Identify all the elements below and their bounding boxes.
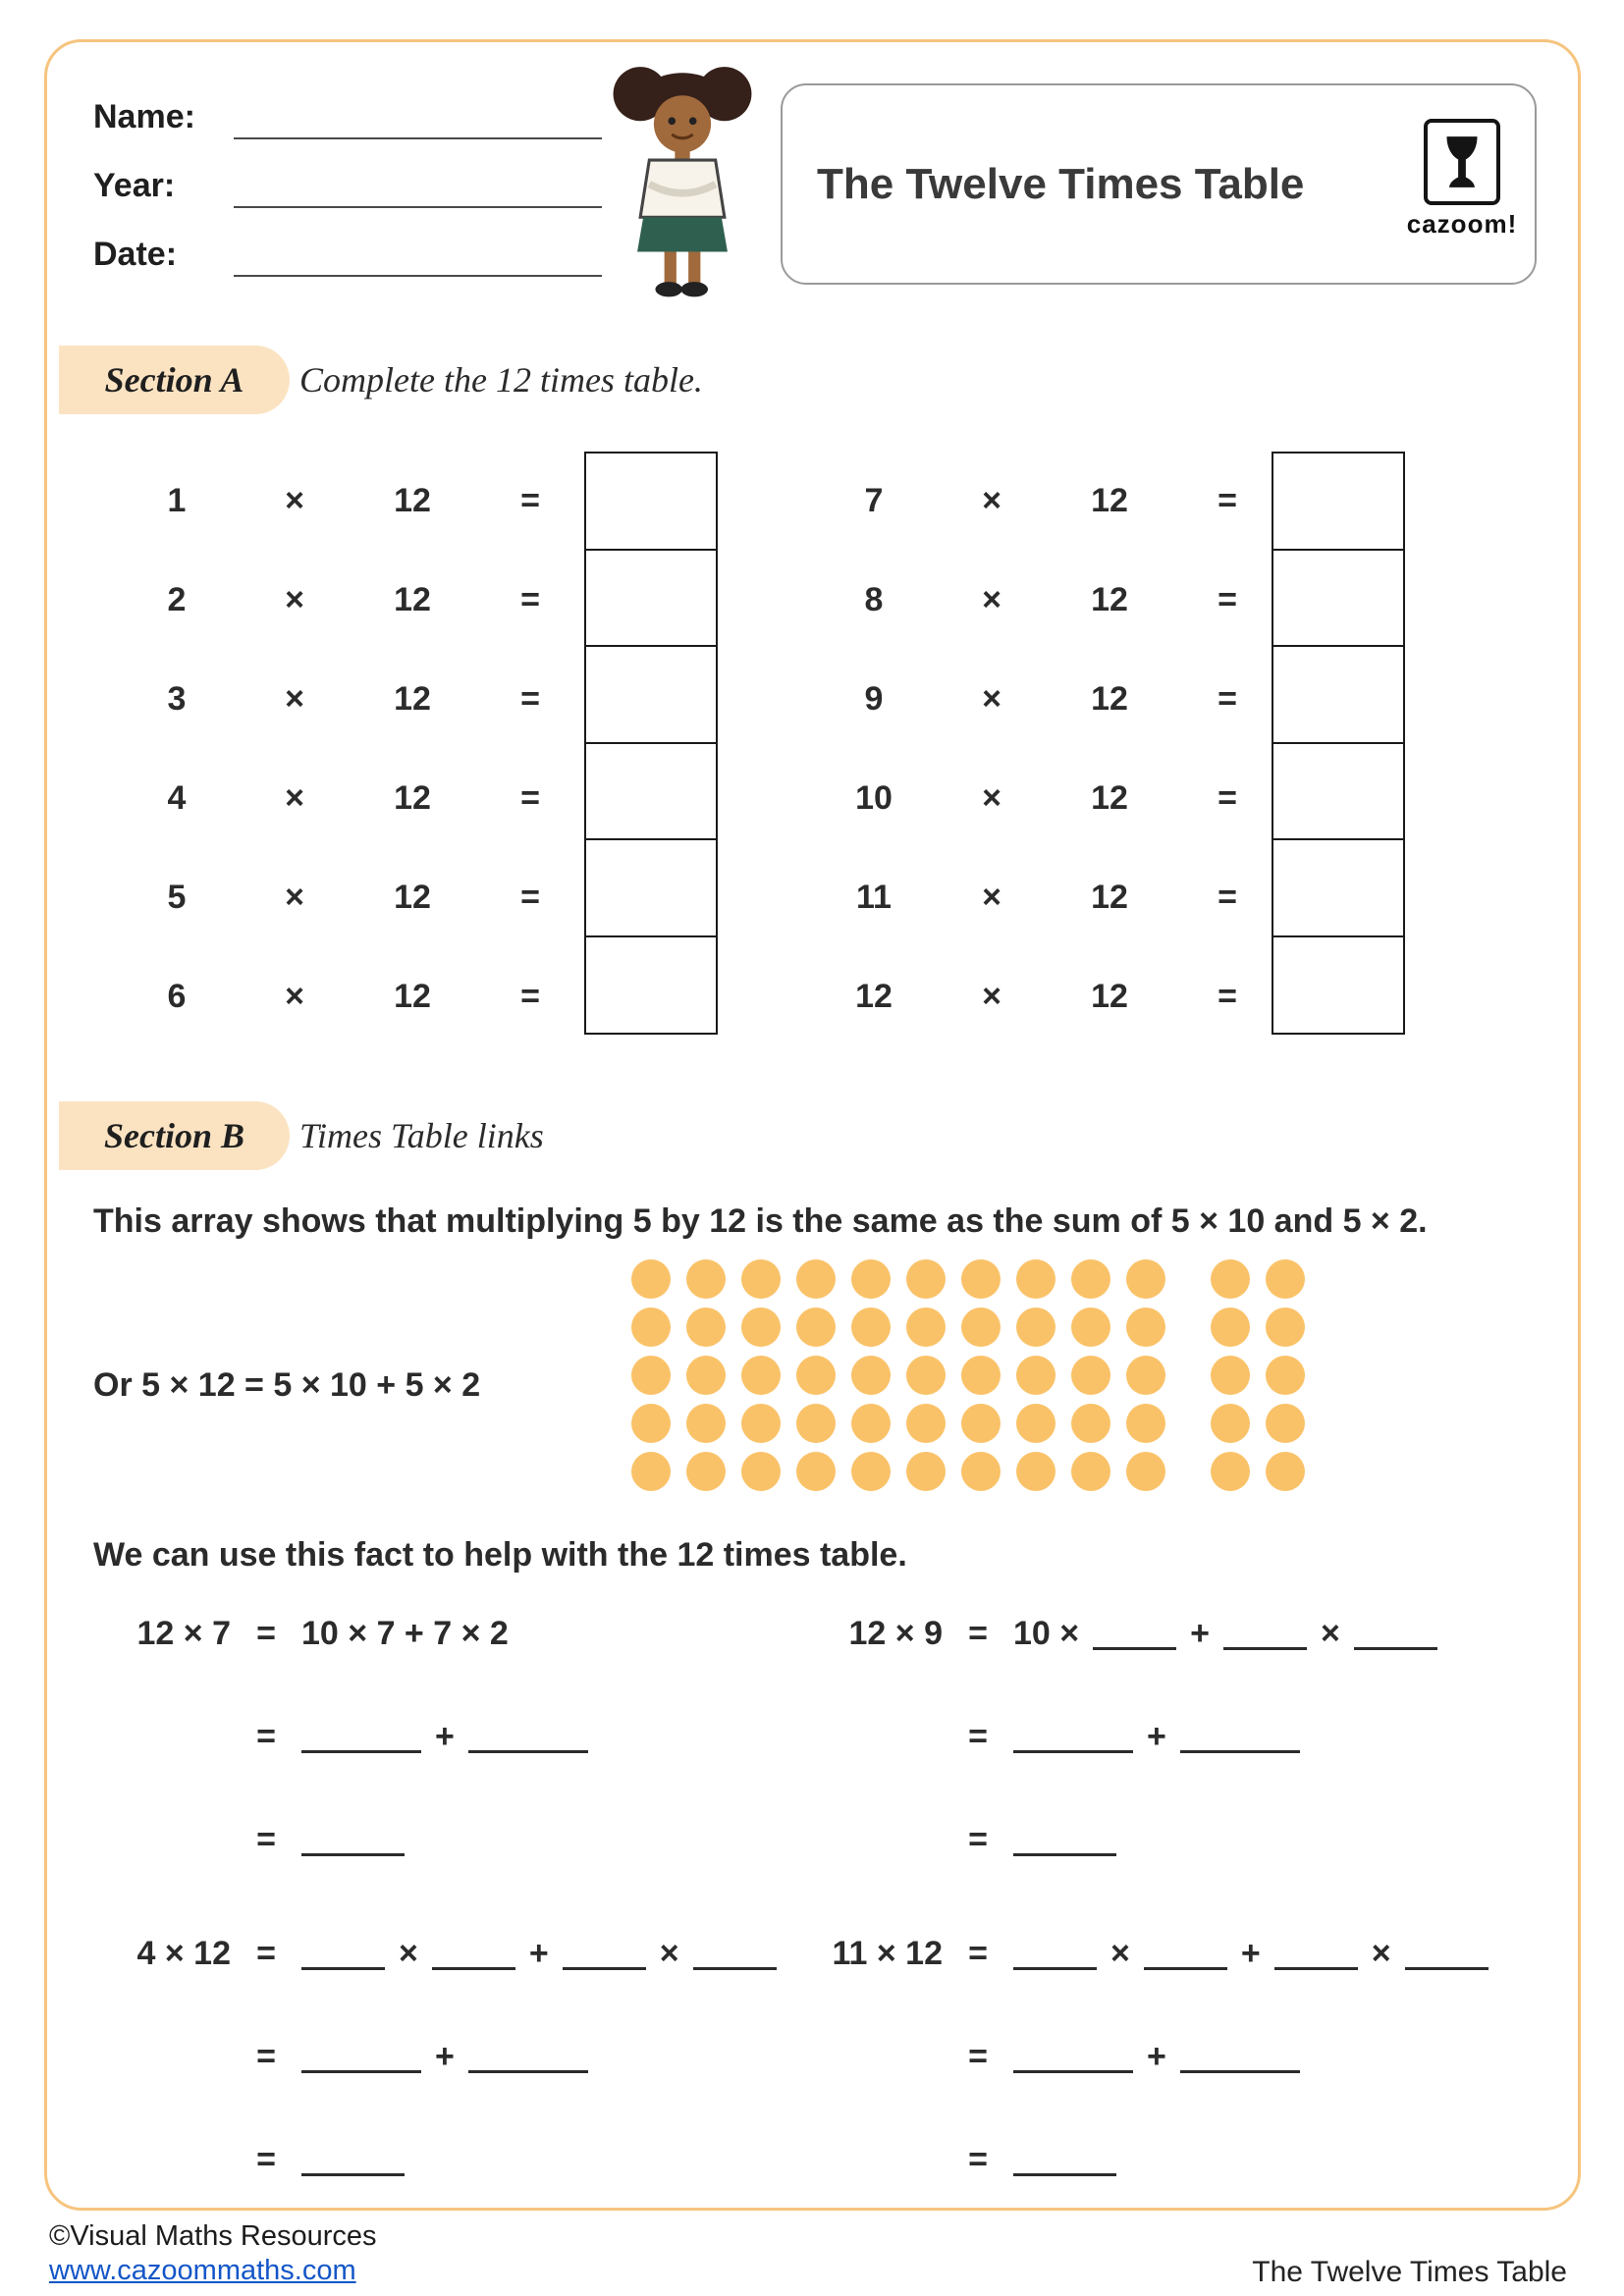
multiplier: 12 [1091, 779, 1128, 817]
plus-sign: + [435, 1718, 455, 1755]
answer-box[interactable] [584, 838, 718, 937]
title-box [781, 83, 1537, 285]
factor: 4 [167, 779, 187, 817]
times-sign: × [285, 680, 304, 718]
section-b-badge: Section B [59, 1101, 290, 1170]
times-sign: × [285, 581, 304, 618]
equals-sign: = [256, 1935, 276, 1972]
equals-sign: = [256, 2141, 276, 2178]
answer-box[interactable] [584, 645, 718, 744]
array-dot [961, 1356, 1001, 1395]
factor: 7 [864, 482, 884, 519]
equals-sign: = [1218, 978, 1237, 1015]
problem-lhs: 12 × 7 [136, 1615, 231, 1652]
factor: 6 [167, 978, 187, 1015]
problem-line-1 [805, 1902, 1489, 2005]
times-table-left-rows [118, 452, 589, 1046]
factor: 2 [167, 581, 187, 618]
array-dot [1266, 1356, 1305, 1395]
answer-box[interactable] [584, 742, 718, 841]
plus-sign: + [1147, 1718, 1166, 1755]
problem-line-1 [93, 1582, 588, 1685]
equals-sign: = [1218, 680, 1237, 718]
equals-sign: = [520, 879, 540, 916]
array-dot [741, 1259, 781, 1299]
date-label: Date: [93, 236, 178, 273]
array-dot [851, 1452, 891, 1491]
array-dot [686, 1259, 726, 1299]
fact-statement: We can use this fact to help with the 12 times table. [93, 1536, 907, 1574]
times-table-row [118, 947, 589, 1046]
array-dot [1211, 1356, 1250, 1395]
multiplier: 12 [394, 680, 431, 718]
expression-text: 10 × 7 + 7 × 2 [301, 1615, 509, 1652]
expression-text: × [659, 1935, 679, 1972]
array-dot [631, 1452, 671, 1491]
footer-title: The Twelve Times Table [1252, 2256, 1567, 2288]
array-dot [1016, 1356, 1056, 1395]
factor: 3 [167, 680, 187, 718]
equals-sign: = [1218, 779, 1237, 817]
array-dot [796, 1308, 836, 1347]
factor: 5 [167, 879, 187, 916]
array-dot [686, 1404, 726, 1443]
multiplier: 12 [1091, 879, 1128, 916]
times-sign: × [982, 978, 1001, 1015]
worked-problem-12x7 [93, 1582, 588, 1892]
year-input-line[interactable] [234, 206, 602, 208]
answer-blank[interactable] [1013, 1750, 1133, 1753]
dot-array [631, 1259, 1305, 1491]
multiplier: 12 [394, 779, 431, 817]
website-link[interactable]: www.cazoommaths.com [49, 2255, 356, 2286]
expression-text: + [1240, 1935, 1261, 1972]
times-sign: × [982, 680, 1001, 718]
array-dot [1211, 1404, 1250, 1443]
times-sign: × [285, 978, 304, 1015]
times-table-row [815, 749, 1286, 848]
goblet-icon [1436, 132, 1488, 192]
times-table-row [815, 452, 1286, 551]
section-a-badge: Section A [59, 346, 290, 414]
array-dot [796, 1259, 836, 1299]
array-dot [631, 1404, 671, 1443]
answer-blank[interactable] [1144, 1967, 1227, 1970]
array-dot [1126, 1356, 1165, 1395]
array-dot [796, 1356, 836, 1395]
equals-sign: = [520, 581, 540, 618]
times-table-row [118, 452, 589, 551]
problem-expression [301, 1615, 509, 1653]
array-dot [851, 1259, 891, 1299]
problem-line-3 [93, 2109, 777, 2212]
array-dot [796, 1404, 836, 1443]
problem-lhs: 12 × 9 [848, 1615, 943, 1652]
times-table-row [118, 848, 589, 947]
equals-sign: = [968, 2038, 988, 2075]
answer-blank[interactable] [1274, 1967, 1358, 1970]
problem-expression [1013, 1615, 1437, 1653]
dot-array-extra-group [1211, 1259, 1305, 1491]
times-table-row [815, 551, 1286, 650]
array-dot [686, 1308, 726, 1347]
name-label: Name: [93, 98, 195, 135]
equals-sign: = [256, 1718, 276, 1755]
multiplier: 12 [1091, 581, 1128, 618]
array-dot [741, 1356, 781, 1395]
cazoom-logo-text: cazoom! [1406, 209, 1518, 239]
array-dot [686, 1356, 726, 1395]
array-dot [741, 1404, 781, 1443]
problem-line-3 [805, 2109, 1489, 2212]
array-dot [961, 1452, 1001, 1491]
answer-box[interactable] [584, 935, 718, 1035]
equals-sign: = [968, 1821, 988, 1858]
answer-box[interactable] [1272, 935, 1405, 1035]
answer-blank[interactable] [301, 2173, 405, 2176]
times-sign: × [982, 581, 1001, 618]
multiplier: 12 [1091, 482, 1128, 519]
multiplier: 12 [394, 879, 431, 916]
array-dot [631, 1259, 671, 1299]
array-dot [1211, 1259, 1250, 1299]
section-a-instruction: Complete the 12 times table. [299, 360, 703, 400]
answer-box[interactable] [1272, 549, 1405, 648]
array-dot [961, 1404, 1001, 1443]
array-dot [686, 1452, 726, 1491]
answer-box[interactable] [1272, 838, 1405, 937]
multiplier: 12 [394, 978, 431, 1015]
array-dot [851, 1404, 891, 1443]
answer-blank[interactable] [1223, 1647, 1307, 1650]
times-sign: × [285, 482, 304, 519]
times-sign: × [285, 779, 304, 817]
times-sign: × [285, 879, 304, 916]
problem-line-1 [805, 1582, 1437, 1685]
equals-sign: = [256, 1821, 276, 1858]
problem-line-2 [805, 1685, 1437, 1789]
array-dot [1126, 1452, 1165, 1491]
array-dot [1266, 1308, 1305, 1347]
problem-line-3 [805, 1789, 1437, 1892]
equals-sign: = [968, 1615, 988, 1652]
expression-text: × [399, 1935, 418, 1972]
section-b-instruction: Times Table links [299, 1116, 544, 1155]
problem-expression [301, 1935, 777, 1973]
answer-blank[interactable] [301, 2070, 421, 2073]
times-sign: × [982, 779, 1001, 817]
array-dot [1016, 1259, 1056, 1299]
copyright-text: ©Visual Maths Resources [49, 2220, 377, 2252]
answer-blank[interactable] [1013, 2070, 1133, 2073]
times-table-row [118, 551, 589, 650]
dot-array-main-group [631, 1259, 1165, 1491]
multiplier: 12 [394, 581, 431, 618]
answer-box[interactable] [1272, 742, 1405, 841]
expression-text: 10 × [1013, 1615, 1080, 1652]
answer-box[interactable] [584, 549, 718, 648]
equals-sign: = [968, 1935, 988, 1972]
equals-sign: = [1218, 482, 1237, 519]
answer-blank[interactable] [563, 1967, 646, 1970]
array-dot [1071, 1404, 1110, 1443]
multiplier: 12 [394, 482, 431, 519]
array-dot [1071, 1308, 1110, 1347]
times-table-row [815, 848, 1286, 947]
equals-sign: = [1218, 879, 1237, 916]
factor: 11 [856, 879, 892, 916]
array-dot [1071, 1452, 1110, 1491]
array-dot [906, 1259, 946, 1299]
times-table-row [815, 947, 1286, 1046]
array-dot [1266, 1404, 1305, 1443]
problem-lhs: 4 × 12 [136, 1935, 231, 1972]
equals-sign: = [256, 1615, 276, 1652]
array-dot [1211, 1308, 1250, 1347]
answer-blank[interactable] [468, 1750, 588, 1753]
times-sign: × [982, 879, 1001, 916]
expression-text: × [1320, 1615, 1340, 1652]
times-table-right-answer-boxes [1272, 452, 1405, 1035]
array-dot [741, 1308, 781, 1347]
array-dot [961, 1259, 1001, 1299]
cazoom-logo [1406, 119, 1518, 240]
array-dot [1016, 1308, 1056, 1347]
worked-problem-11x12 [805, 1902, 1489, 2212]
expression-text: × [1371, 1935, 1391, 1972]
factor: 8 [864, 581, 884, 618]
answer-blank[interactable] [1013, 1853, 1116, 1856]
array-dot [1211, 1452, 1250, 1491]
array-dot [796, 1452, 836, 1491]
answer-blank[interactable] [693, 1967, 777, 1970]
answer-box[interactable] [584, 452, 718, 551]
array-statement: This array shows that multiplying 5 by 12 is the same as the sum of 5 × 10 and 5 × 2. [93, 1202, 1428, 1240]
page-title: The Twelve Times Table [817, 159, 1305, 208]
answer-blank[interactable] [1180, 1750, 1300, 1753]
plus-sign: + [1147, 2038, 1166, 2075]
times-table-row [815, 650, 1286, 749]
answer-blank[interactable] [468, 2070, 588, 2073]
factor: 9 [864, 680, 884, 718]
equals-sign: = [520, 978, 540, 1015]
times-table-left-answer-boxes [584, 452, 718, 1035]
answer-blank[interactable] [1354, 1647, 1437, 1650]
answer-box[interactable] [1272, 645, 1405, 744]
worked-problem-4x12 [93, 1902, 777, 2212]
equals-sign: = [520, 680, 540, 718]
student-illustration-svg [589, 61, 776, 301]
times-table-row [118, 650, 589, 749]
array-dot [1126, 1259, 1165, 1299]
answer-blank[interactable] [301, 1853, 405, 1856]
expression-text: + [1190, 1615, 1210, 1652]
answer-blank[interactable] [1013, 1967, 1097, 1970]
plus-sign: + [435, 2038, 455, 2075]
array-dot [741, 1452, 781, 1491]
factor: 10 [855, 779, 893, 817]
factor: 1 [167, 482, 187, 519]
answer-blank[interactable] [1180, 2070, 1300, 2073]
array-dot [851, 1308, 891, 1347]
answer-blank[interactable] [1013, 2173, 1116, 2176]
array-dot [631, 1356, 671, 1395]
equals-sign: = [256, 2038, 276, 2075]
array-dot [906, 1308, 946, 1347]
array-dot [906, 1452, 946, 1491]
answer-blank[interactable] [1093, 1647, 1176, 1650]
problem-line-2 [805, 2005, 1489, 2109]
factor: 12 [855, 978, 893, 1015]
multiplier: 12 [1091, 680, 1128, 718]
answer-blank[interactable] [301, 1967, 385, 1970]
expression-text: + [528, 1935, 549, 1972]
cazoom-logo-icon [1424, 119, 1500, 205]
times-table-row [118, 749, 589, 848]
times-table-right-rows [815, 452, 1286, 1046]
problem-expression [1013, 1935, 1489, 1973]
date-input-line[interactable] [234, 275, 602, 277]
or-equation: Or 5 × 12 = 5 × 10 + 5 × 2 [93, 1366, 481, 1404]
array-dot [631, 1308, 671, 1347]
array-dot [906, 1404, 946, 1443]
equals-sign: = [520, 482, 540, 519]
student-illustration [589, 61, 776, 301]
equals-sign: = [520, 779, 540, 817]
array-dot [1016, 1452, 1056, 1491]
problem-line-2 [93, 1685, 588, 1789]
array-dot [1016, 1404, 1056, 1443]
problem-line-2 [93, 2005, 777, 2109]
array-dot [961, 1308, 1001, 1347]
multiplier: 12 [1091, 978, 1128, 1015]
answer-box[interactable] [1272, 452, 1405, 551]
equals-sign: = [968, 2141, 988, 2178]
array-dot [906, 1356, 946, 1395]
year-label: Year: [93, 167, 176, 204]
equals-sign: = [1218, 581, 1237, 618]
expression-text: × [1110, 1935, 1130, 1972]
array-dot [1071, 1259, 1110, 1299]
array-dot [1126, 1308, 1165, 1347]
name-input-line[interactable] [234, 137, 602, 139]
array-dot [1266, 1259, 1305, 1299]
problem-line-1 [93, 1902, 777, 2005]
array-dot [1071, 1356, 1110, 1395]
problem-lhs: 11 × 12 [832, 1935, 943, 1972]
array-dot [1266, 1452, 1305, 1491]
equals-sign: = [968, 1718, 988, 1755]
answer-blank[interactable] [1405, 1967, 1489, 1970]
answer-blank[interactable] [301, 1750, 421, 1753]
array-dot [851, 1356, 891, 1395]
array-dot [1126, 1404, 1165, 1443]
problem-line-3 [93, 1789, 588, 1892]
answer-blank[interactable] [432, 1967, 515, 1970]
worked-problem-12x9 [805, 1582, 1437, 1892]
times-sign: × [982, 482, 1001, 519]
